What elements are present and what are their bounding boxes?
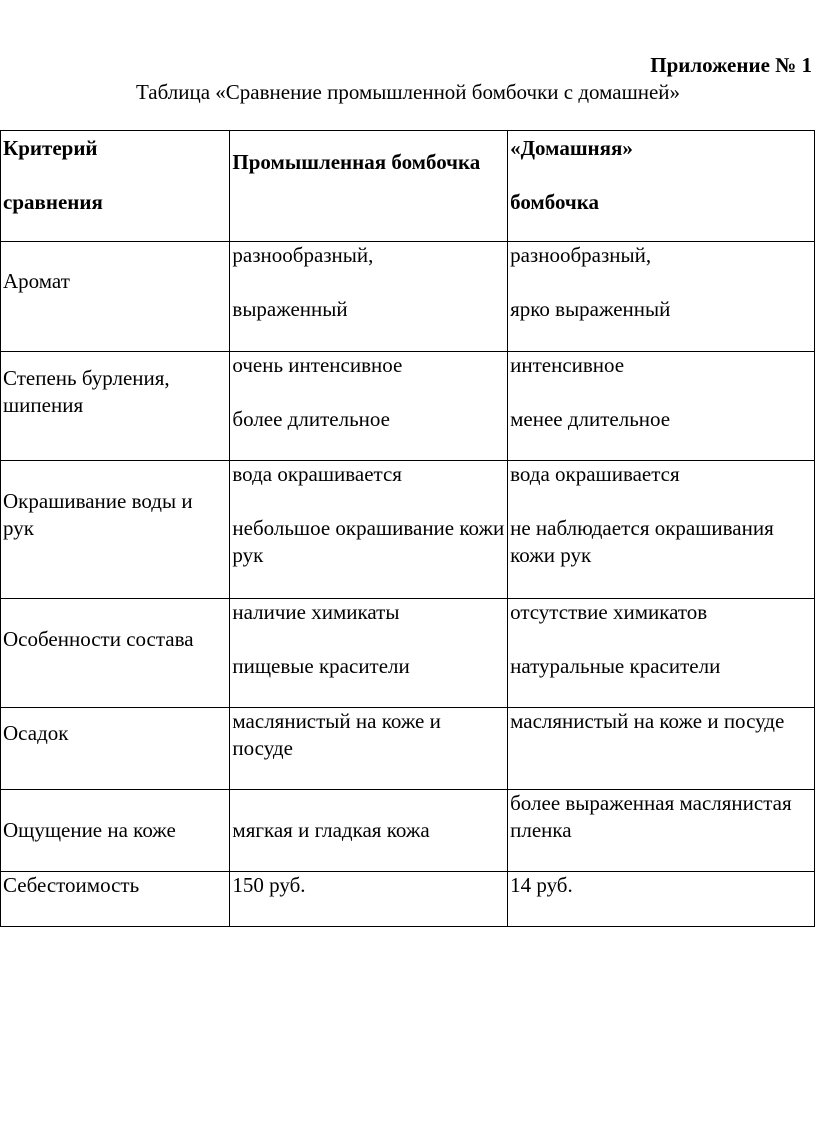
homemade-cell — [508, 242, 815, 352]
homemade-cell — [508, 599, 815, 708]
cell-line: разнообразный, — [510, 243, 652, 267]
cell-line: более выраженная маслянистая пленка — [510, 791, 792, 842]
header-homemade-line1: «Домашняя» — [510, 136, 633, 160]
cell-line: вода окрашивается — [510, 462, 680, 486]
criterion-label: Аромат — [3, 269, 70, 293]
table-row — [1, 599, 815, 708]
cell-line: очень интенсивное — [232, 353, 403, 377]
industrial-cell — [230, 599, 508, 708]
industrial-cell — [230, 352, 508, 461]
cell-line: вода окрашивается — [232, 462, 402, 486]
cell-line: ярко выраженный — [510, 297, 671, 321]
header-homemade-cell — [508, 131, 815, 242]
cell-line: разнообразный, — [232, 243, 374, 267]
cell-line: небольшое окрашивание кожи рук — [232, 516, 505, 567]
table-row — [1, 461, 815, 599]
cell-line: натуральные красители — [510, 654, 721, 678]
cell-line: менее длительное — [510, 407, 671, 431]
header-criterion-cell — [1, 131, 230, 242]
cell-line: более длительное — [232, 407, 390, 431]
homemade-cell — [508, 461, 815, 599]
homemade-cell — [508, 872, 815, 927]
criterion-cell — [1, 708, 230, 790]
table-row — [1, 790, 815, 872]
homemade-cell — [508, 352, 815, 461]
cell-line: отсутствие химикатов — [510, 600, 708, 624]
criterion-label: Особенности состава — [3, 627, 194, 651]
criterion-cell — [1, 790, 230, 872]
criterion-cell — [1, 599, 230, 708]
cell-line: пищевые красители — [232, 654, 410, 678]
criterion-label: Осадок — [3, 721, 69, 745]
criterion-label: Степень бурления, шипения — [3, 366, 170, 417]
header-criterion-line2: сравнения — [3, 190, 103, 214]
header-industrial-cell — [230, 131, 508, 242]
industrial-cell — [230, 461, 508, 599]
cell-line: маслянистый на коже и посуде — [232, 709, 441, 760]
cell-line: выраженный — [232, 297, 348, 321]
cell-line: не наблюдается окрашивания кожи рук — [510, 516, 774, 567]
appendix-label: Приложение № 1 — [650, 53, 812, 77]
table-row — [1, 242, 815, 352]
cell-line: наличие химикаты — [232, 600, 400, 624]
comparison-table — [0, 130, 815, 927]
table-row — [1, 872, 815, 927]
criterion-label: Ощущение на коже — [3, 818, 176, 842]
table-row — [1, 352, 815, 461]
industrial-cell — [230, 242, 508, 352]
cell-line: мягкая и гладкая кожа — [232, 818, 430, 842]
criterion-label: Себестоимость — [3, 873, 140, 897]
criterion-cell — [1, 242, 230, 352]
table-title: Таблица «Сравнение промышленной бомбочки с домашней» — [135, 80, 681, 104]
criterion-label: Окрашивание воды и рук — [3, 489, 193, 540]
criterion-cell — [1, 352, 230, 461]
cell-line: 14 руб. — [510, 873, 573, 897]
cell-line: 150 руб. — [232, 873, 306, 897]
header-industrial-label: Промышленная бомбочка — [232, 150, 481, 174]
table-row — [1, 708, 815, 790]
industrial-cell — [230, 708, 508, 790]
industrial-cell — [230, 790, 508, 872]
cell-line: интенсивное — [510, 353, 625, 377]
cell-line: маслянистый на коже и посуде — [510, 709, 785, 733]
homemade-cell — [508, 708, 815, 790]
header-homemade-line2: бомбочка — [510, 190, 600, 214]
header-criterion-line1: Критерий — [3, 136, 98, 160]
table-header-row — [1, 131, 815, 242]
criterion-cell — [1, 461, 230, 599]
industrial-cell — [230, 872, 508, 927]
criterion-cell — [1, 872, 230, 927]
homemade-cell — [508, 790, 815, 872]
